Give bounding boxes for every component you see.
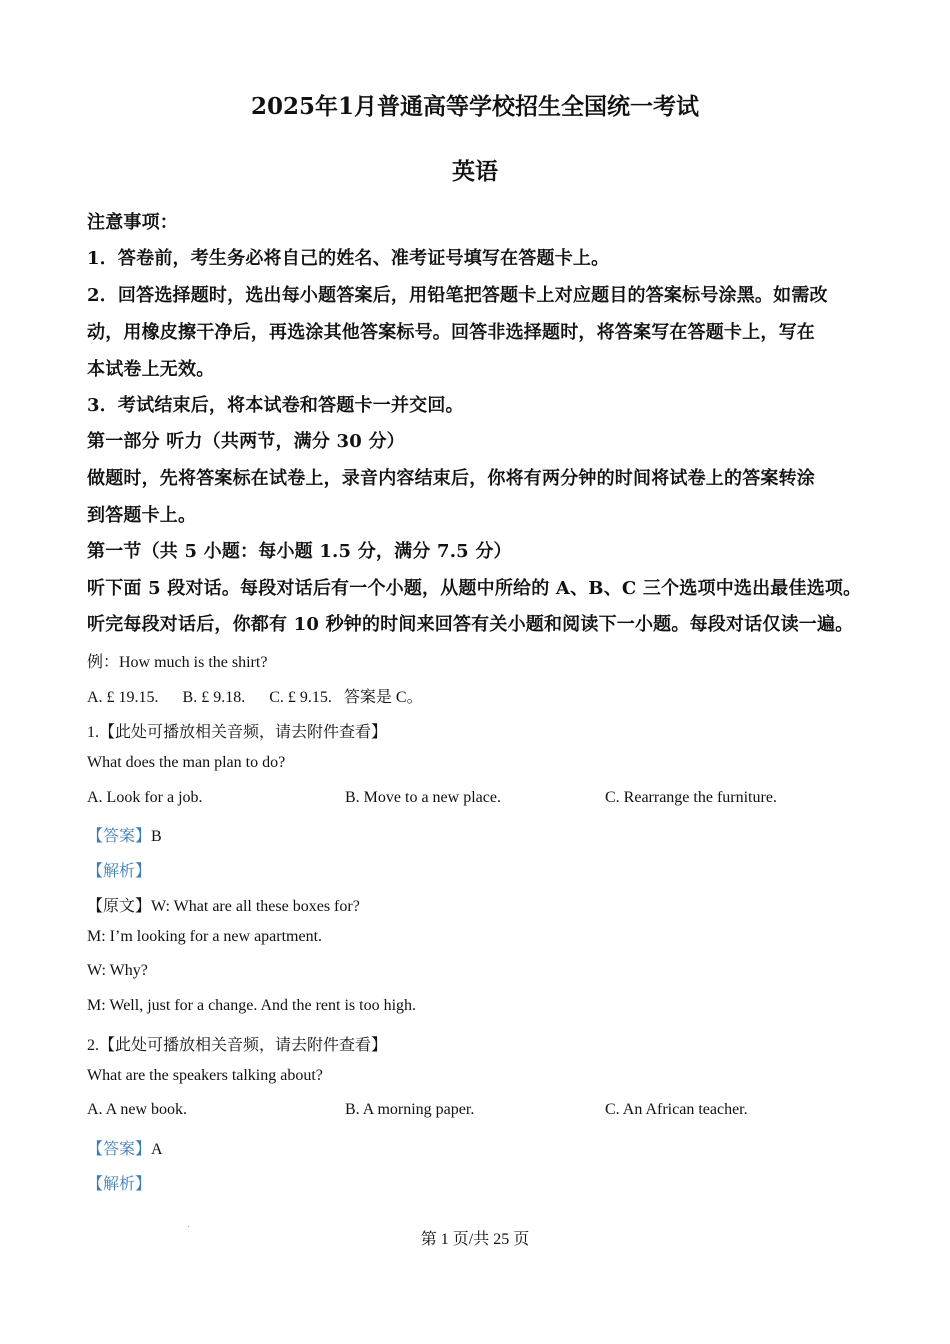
q2-option-c: C. An African teacher. xyxy=(605,1101,748,1118)
q2-option-b: B. A morning paper. xyxy=(345,1101,475,1118)
q1-question: What does the man plan to do? xyxy=(87,754,286,771)
notes-item-2-line-2: 动，用橡皮擦干净后，再选涂其他答案标号。回答非选择题时，将答案写在答题卡上，写在 xyxy=(87,322,815,343)
q2-question: What are the speakers talking about? xyxy=(87,1067,323,1084)
notes-item-3: 3．考试结束后，将本试卷和答题卡一并交回。 xyxy=(87,395,464,416)
q1-option-a: A. Look for a job. xyxy=(87,789,203,806)
q1-analysis-tag: 【解析】 xyxy=(87,863,152,880)
q1-answer-tag: 【答案】 xyxy=(87,828,152,845)
q1-transcript-line: W: Why? xyxy=(87,962,148,979)
example-question: 例：How much is the shirt? xyxy=(87,654,268,671)
q1-option-b: B. Move to a new place. xyxy=(345,789,501,806)
q1-transcript-line: M: Well, just for a change. And the rent is too high. xyxy=(87,997,417,1014)
q1-transcript-line: W: What are all these boxes for? xyxy=(151,898,360,915)
q2-answer-row xyxy=(87,1136,163,1159)
section1-heading: 第一节（共 5 小题：每小题 1.5 分，满分 7.5 分） xyxy=(87,541,512,562)
q2-header: 2.【此处可播放相关音频，请去附件查看】 xyxy=(87,1037,388,1054)
q2-answer-tag: 【答案】 xyxy=(87,1141,152,1158)
q2-analysis-tag: 【解析】 xyxy=(87,1176,152,1193)
q1-transcript-row xyxy=(87,893,360,916)
example-options: A. £ 19.15. B. £ 9.18. C. £ 9.15. 答案是 C。 xyxy=(87,689,423,706)
section1-intro-line-2: 听完每段对话后，你都有 10 秒钟的时间来回答有关小题和阅读下一小题。每段对话仅读一遍。 xyxy=(87,614,854,635)
section1-intro-line-1: 听下面 5 段对话。每段对话后有一个小题，从题中所给的 A、B、C 三个选项中选出最佳选项。 xyxy=(87,578,862,599)
notes-item-2-line-1: 2．回答选择题时，选出每小题答案后，用铅笔把答题卡上对应题目的答案标号涂黑。如需改 xyxy=(87,285,828,306)
exam-subject: 英语 xyxy=(452,158,498,185)
notes-item-2-line-3: 本试卷上无效。 xyxy=(87,359,215,380)
q1-transcript-line: M: I’m looking for a new apartment. xyxy=(87,928,323,945)
part1-heading: 第一部分 听力（共两节，满分 30 分） xyxy=(87,431,405,452)
q1-header: 1.【此处可播放相关音频，请去附件查看】 xyxy=(87,724,388,741)
exam-title: 2025年1月普通高等学校招生全国统一考试 xyxy=(250,93,700,120)
part1-intro-line-1: 做题时，先将答案标在试卷上，录音内容结束后，你将有两分钟的时间将试卷上的答案转涂 xyxy=(87,468,815,489)
notes-heading: 注意事项： xyxy=(87,212,178,233)
page-number: 第 1 页/共 25 页 xyxy=(420,1231,530,1248)
q2-option-a: A. A new book. xyxy=(87,1101,187,1118)
q1-answer-row xyxy=(87,823,162,846)
notes-item-1: 1．答卷前，考生务必将自己的姓名、准考证号填写在答题卡上。 xyxy=(87,248,610,269)
q2-answer: A xyxy=(151,1141,163,1158)
q1-transcript-tag: 【原文】 xyxy=(87,898,152,915)
q1-answer: B xyxy=(151,828,162,845)
q1-option-c: C. Rearrange the furniture. xyxy=(605,789,777,806)
part1-intro-line-2: 到答题卡上。 xyxy=(87,505,197,526)
